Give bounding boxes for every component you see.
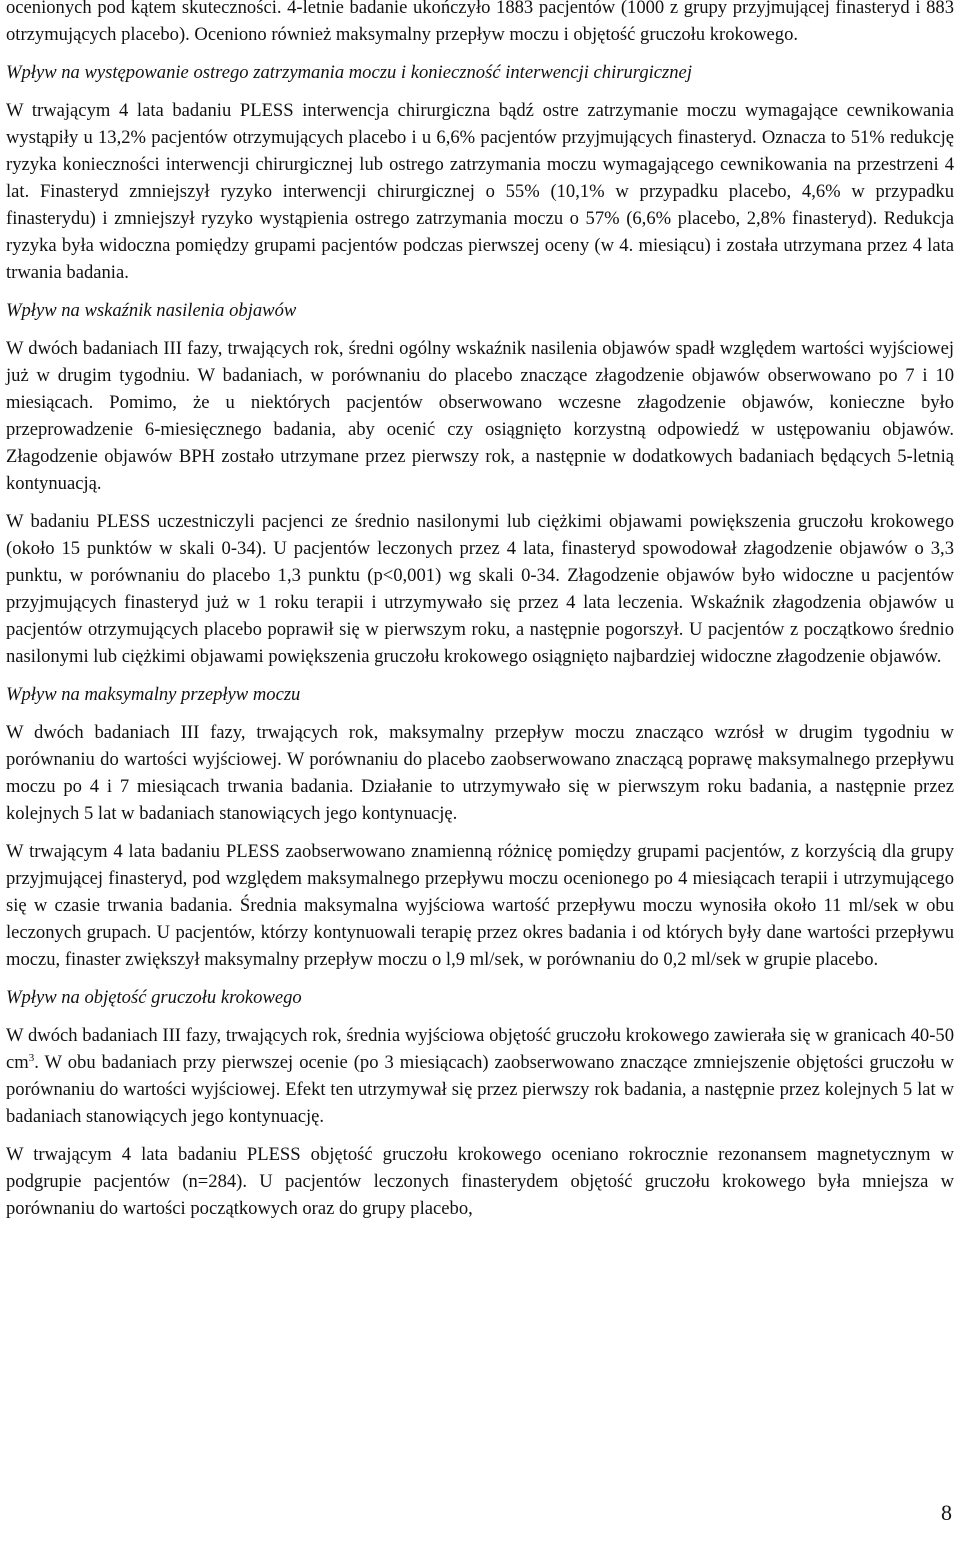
flow-paragraph-2: W trwającym 4 lata badaniu PLESS zaobserwowano znamienną różnicę pomiędzy grupami pacjentów, z korzyścią dla grupy przyjmującej finasteryd, pod względem maksymalnego przepływu moczu ocenionego po 4 miesiącach terapii i utrzymującego się w czasie trwania badania. Średnia maksymalna wyjściowa wartość przepływu moczu wynosiła około 11 ml/sek w obu leczonych grupach. U pacjentów, którzy kontynuowali terapię przez okres badania i od których były dane wartości przepływu moczu, finaster zwiększył maksymalny przepływ moczu o l,9 ml/sek, w porównaniu do 0,2 ml/sek w grupie placebo.: [6, 841, 954, 970]
section-heading-symptoms: Wpływ na wskaźnik nasilenia objawów: [6, 300, 297, 321]
volume-paragraph-2: W trwającym 4 lata badaniu PLESS objętość gruczołu krokowego oceniano rokrocznie rezonansem magnetycznym w podgrupie pacjentów (n=284). U pacjentów leczonych finasterydem objętość gruczołu krokowego była mniejsza w porównaniu do wartości początkowych oraz do grupy placebo,: [6, 1144, 954, 1219]
volume-paragraph-1-end: . W obu badaniach przy pierwszej ocenie (po 3 miesiącach) zaobserwowano znaczące zmniejszenie objętości gruczołu w porównaniu do wartości wyjściowej. Efekt ten utrzymywał się przez pierwszy rok badania, a następnie przez kolejnych 5 lat w badaniach stanowiących jego kontynuację.: [6, 1052, 954, 1127]
section-heading-retention: Wpływ na występowanie ostrego zatrzymania moczu i konieczność interwencji chirurgicznej: [6, 62, 692, 83]
page-number: 8: [941, 1500, 952, 1525]
cubic-superscript: 3: [28, 1051, 35, 1064]
volume-paragraph-1: [6, 1022, 954, 1130]
section-heading-volume: Wpływ na objętość gruczołu krokowego: [6, 987, 302, 1008]
section-heading-flow: Wpływ na maksymalny przepływ moczu: [6, 684, 301, 705]
retention-paragraph-1: W trwającym 4 lata badaniu PLESS interwencja chirurgiczna bądź ostre zatrzymanie moczu wymagające cewnikowania wystąpiły u 13,2% pacjentów otrzymujących placebo i u 6,6% pacjentów przyjmujących finasteryd. Oznacza to 51% redukcję ryzyka konieczności interwencji chirurgicznej lub ostrego zatrzymania moczu wymagającego cewnikowania na przestrzeni 4 lat. Finasteryd zmniejszył ryzyko interwencji chirurgicznej o 55% (10,1% w przypadku placebo, 4,6% w przypadku finasterydu) i zmniejszył ryzyko wystąpienia ostrego zatrzymania moczu o 57% (6,6% placebo, 2,8% finasteryd). Redukcja ryzyka była widoczna pomiędzy grupami pacjentów podczas pierwszej oceny (w 4. miesiącu) i została utrzymana przez 4 lata trwania badania.: [6, 100, 954, 283]
flow-paragraph-1: W dwóch badaniach III fazy, trwających rok, maksymalny przepływ moczu znacząco wzrósł w drugim tygodniu w porównaniu do wartości wyjściowej. W porównaniu do placebo zaobserwowano znaczącą poprawę maksymalnego przepływu moczu po 4 i 7 miesiącach trwania badania. Działanie to utrzymywało się w pierwszym roku badania, a następnie przez kolejnych 5 lat w badaniach stanowiących jego kontynuację.: [6, 722, 954, 824]
document-page: [6, 0, 954, 1222]
symptoms-paragraph-2: W badaniu PLESS uczestniczyli pacjenci ze średnio nasilonymi lub ciężkimi objawami powiększenia gruczołu krokowego (około 15 punktów w skali 0-34). U pacjentów leczonych przez 4 lata, finasteryd spowodował złagodzenie objawów o 3,3 punktu, w porównaniu do placebo 1,3 punktu (p<0,001) wg skali 0-34. Złagodzenie objawów było widoczne u pacjentów przyjmujących finasteryd już w 1 roku terapii i utrzymywało się przez 4 lata leczenia. Wskaźnik złagodzenia objawów u pacjentów otrzymujących placebo poprawił się w pierwszym roku, a następnie pogorszył. U pacjentów z początkowo średnio nasilonymi lub ciężkimi objawami powiększenia gruczołu krokowego osiągnięto najbardziej widoczne złagodzenie objawów.: [6, 511, 954, 667]
volume-paragraph-1-start: W dwóch badaniach III fazy, trwających rok, średnia wyjściowa objętość gruczołu krokowego zawierała się w granicach 40-50 cm: [6, 1025, 954, 1073]
intro-paragraph: ocenionych pod kątem skuteczności. 4-letnie badanie ukończyło 1883 pacjentów (1000 z grupy przyjmującej finasteryd i 883 otrzymujących placebo). Oceniono również maksymalny przepływ moczu i objętość gruczołu krokowego.: [6, 0, 954, 45]
symptoms-paragraph-1: W dwóch badaniach III fazy, trwających rok, średni ogólny wskaźnik nasilenia objawów spadł względem wartości wyjściowej już w drugim tygodniu. W badaniach, w porównaniu do placebo znaczące złagodzenie objawów obserwowano po 7 i 10 miesiącach. Pomimo, że u niektórych pacjentów obserwowano wczesne złagodzenie objawów, konieczne było przeprowadzenie 6-miesięcznego badania, aby ocenić czy osiągnięto korzystną odpowiedź w ustępowaniu objawów. Złagodzenie objawów BPH zostało utrzymane przez pierwszy rok, a następnie w dodatkowych badaniach będących 5-letnią kontynuacją.: [6, 338, 954, 494]
